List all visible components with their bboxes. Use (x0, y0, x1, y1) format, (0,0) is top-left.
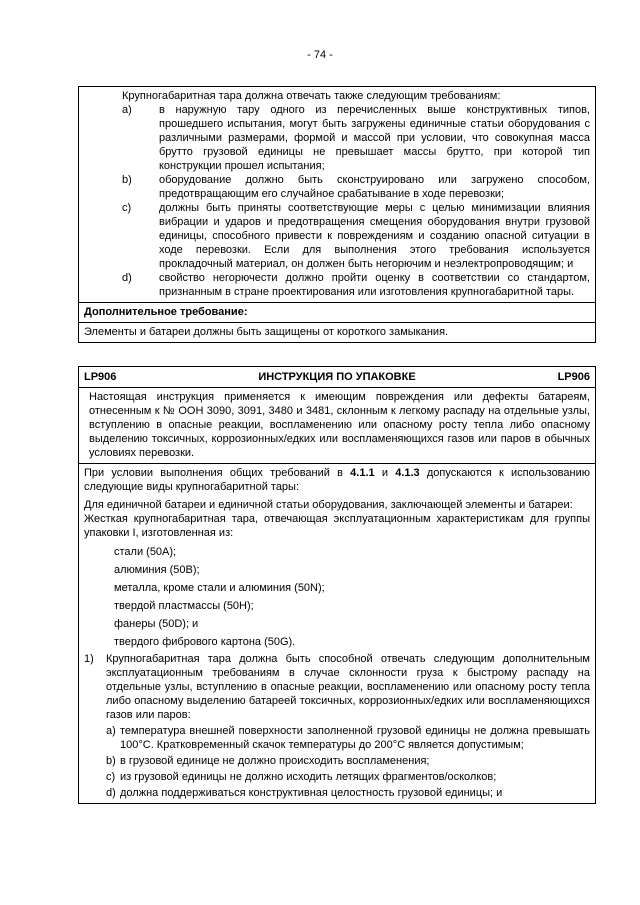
instruction-title: ИНСТРУКЦИЯ ПО УПАКОВКЕ (258, 371, 416, 383)
materials-list (84, 543, 590, 651)
single-battery-text: Для единичной батареи и единичной статьи оборудования, заключающей элементы и батареи: (84, 499, 573, 511)
requirement-item (84, 271, 590, 299)
sub-item (106, 754, 590, 768)
requirement-item (84, 103, 590, 173)
conditions-text: При условии выполнения общих требований в (84, 467, 351, 479)
additional-requirement-row (79, 302, 595, 322)
additional-performance-requirement (84, 652, 590, 722)
rigid-packaging-text: Жесткая крупногабаритная тара, отвечающая эксплуатационным характеристикам для группы упаковки I, изготовленная из: (84, 513, 590, 539)
material-item: стали (50A); (114, 546, 177, 558)
requirement-item (84, 201, 590, 271)
instruction-scope-row (79, 387, 595, 463)
material-item: твердой пластмассы (50H); (114, 600, 254, 612)
item-marker: a) (122, 104, 132, 116)
material-item: алюминия (50B); (114, 564, 200, 576)
item-text: в грузовой единице не должно происходить воспламенения; (120, 755, 430, 767)
page-number: - 74 - (307, 49, 333, 61)
sub-item (106, 786, 590, 800)
conditions-text: допускаются к использованию следующие виды крупногабаритной тары: (84, 467, 590, 493)
item-text: температура внешней поверхности заполненной грузовой единицы не должна превышать 100°C. Кратковременный скачок температуры до 200°C является допустимым; (120, 725, 590, 751)
additional-requirement-text: Элементы и батареи должны быть защищены от короткого замыкания. (84, 326, 449, 338)
requirements-row (79, 87, 595, 302)
packing-instruction-box (78, 366, 596, 804)
sub-item (106, 724, 590, 752)
reference-4-1-3: 4.1.3 (395, 467, 420, 479)
conditions-text: и (374, 467, 396, 479)
material-item: твердого фибрового картона (50G). (114, 636, 296, 648)
item-text: Крупногабаритная тара должна быть способной отвечать следующим дополнительным эксплуатационным требованиям в случае склонности груза к быстрому распаду на отдельные узлы, вступлению в опасные реакции, воспламенению или опасному росту тепла либо опасному выделению батареей токсичных, коррозионных/едких или воспламеняющихся газов или паров: (106, 653, 590, 721)
item-text: оборудование должно быть сконструировано или загружено способом, предотвращающим его случайное срабатывание в ходе перевозки; (159, 174, 590, 200)
requirements-intro: Крупногабаритная тара должна отвечать также следующим требованиям: (122, 90, 501, 102)
instruction-header (79, 367, 595, 387)
item-text: должна поддерживаться конструктивная целостность грузовой единицы; и (120, 787, 503, 799)
reference-4-1-1: 4.1.1 (350, 467, 375, 479)
item-marker: b) (106, 755, 116, 767)
item-text: свойство негорючести должно пройти оценку в соответствии со стандартом, признанным в стране проектирования или изготовления крупногабаритной тары. (159, 272, 590, 298)
requirement-item (84, 173, 590, 201)
instruction-code-left: LP906 (84, 371, 117, 383)
requirements-box (78, 86, 596, 343)
additional-requirement-text-row (79, 322, 595, 342)
item-marker: d) (122, 272, 132, 284)
item-marker: b) (122, 174, 132, 186)
sub-item (106, 770, 590, 784)
item-text: должны быть приняты соответствующие меры с целью минимизации влияния вибрации и ударов и предотвращения смещения оборудования внутри грузовой единицы, способного привести к повреждениям и созданию опасной ситуации в ходе перевозки. Если для выполнения этого требования используется прокладочный материал, он должен быть негорючим и неэлектропроводящим; и (159, 202, 590, 270)
material-item: металла, кроме стали и алюминия (50N); (114, 582, 325, 594)
additional-requirement-title: Дополнительное требование: (84, 306, 248, 318)
material-item: фанеры (50D); и (114, 618, 199, 630)
item-marker: a) (106, 725, 116, 737)
item-marker: 1) (84, 653, 94, 665)
general-conditions (84, 466, 590, 494)
item-text: в наружную тару одного из перечисленных выше конструктивных типов, прошедшего испытания, могут быть загружены единичные статьи оборудования с различными размерами, формой и массой при условии, что совокупная масса брутто грузовой единицы не превышает массы брутто, при которой тип конструкции прошел испытания; (159, 104, 590, 172)
item-marker: d) (106, 787, 116, 799)
instruction-body (79, 463, 595, 803)
item-text: из грузовой единицы не должно исходить летящих фрагментов/осколков; (120, 771, 497, 783)
instruction-code-right: LP906 (557, 371, 590, 383)
instruction-scope: Настоящая инструкция применяется к имеющим повреждения или дефекты батареям, отнесенным к № ООН 3090, 3091, 3480 и 3481, склонным к легкому распаду на отдельные узлы, вступлению в опасные реакции, воспламенению или опасному росту тепла либо опасному выделению токсичных, коррозионных/едких или воспламеняющихся газов или паров в обычных условиях перевозки. (89, 391, 590, 459)
item-marker: c) (122, 202, 132, 214)
item-marker: c) (106, 771, 116, 783)
